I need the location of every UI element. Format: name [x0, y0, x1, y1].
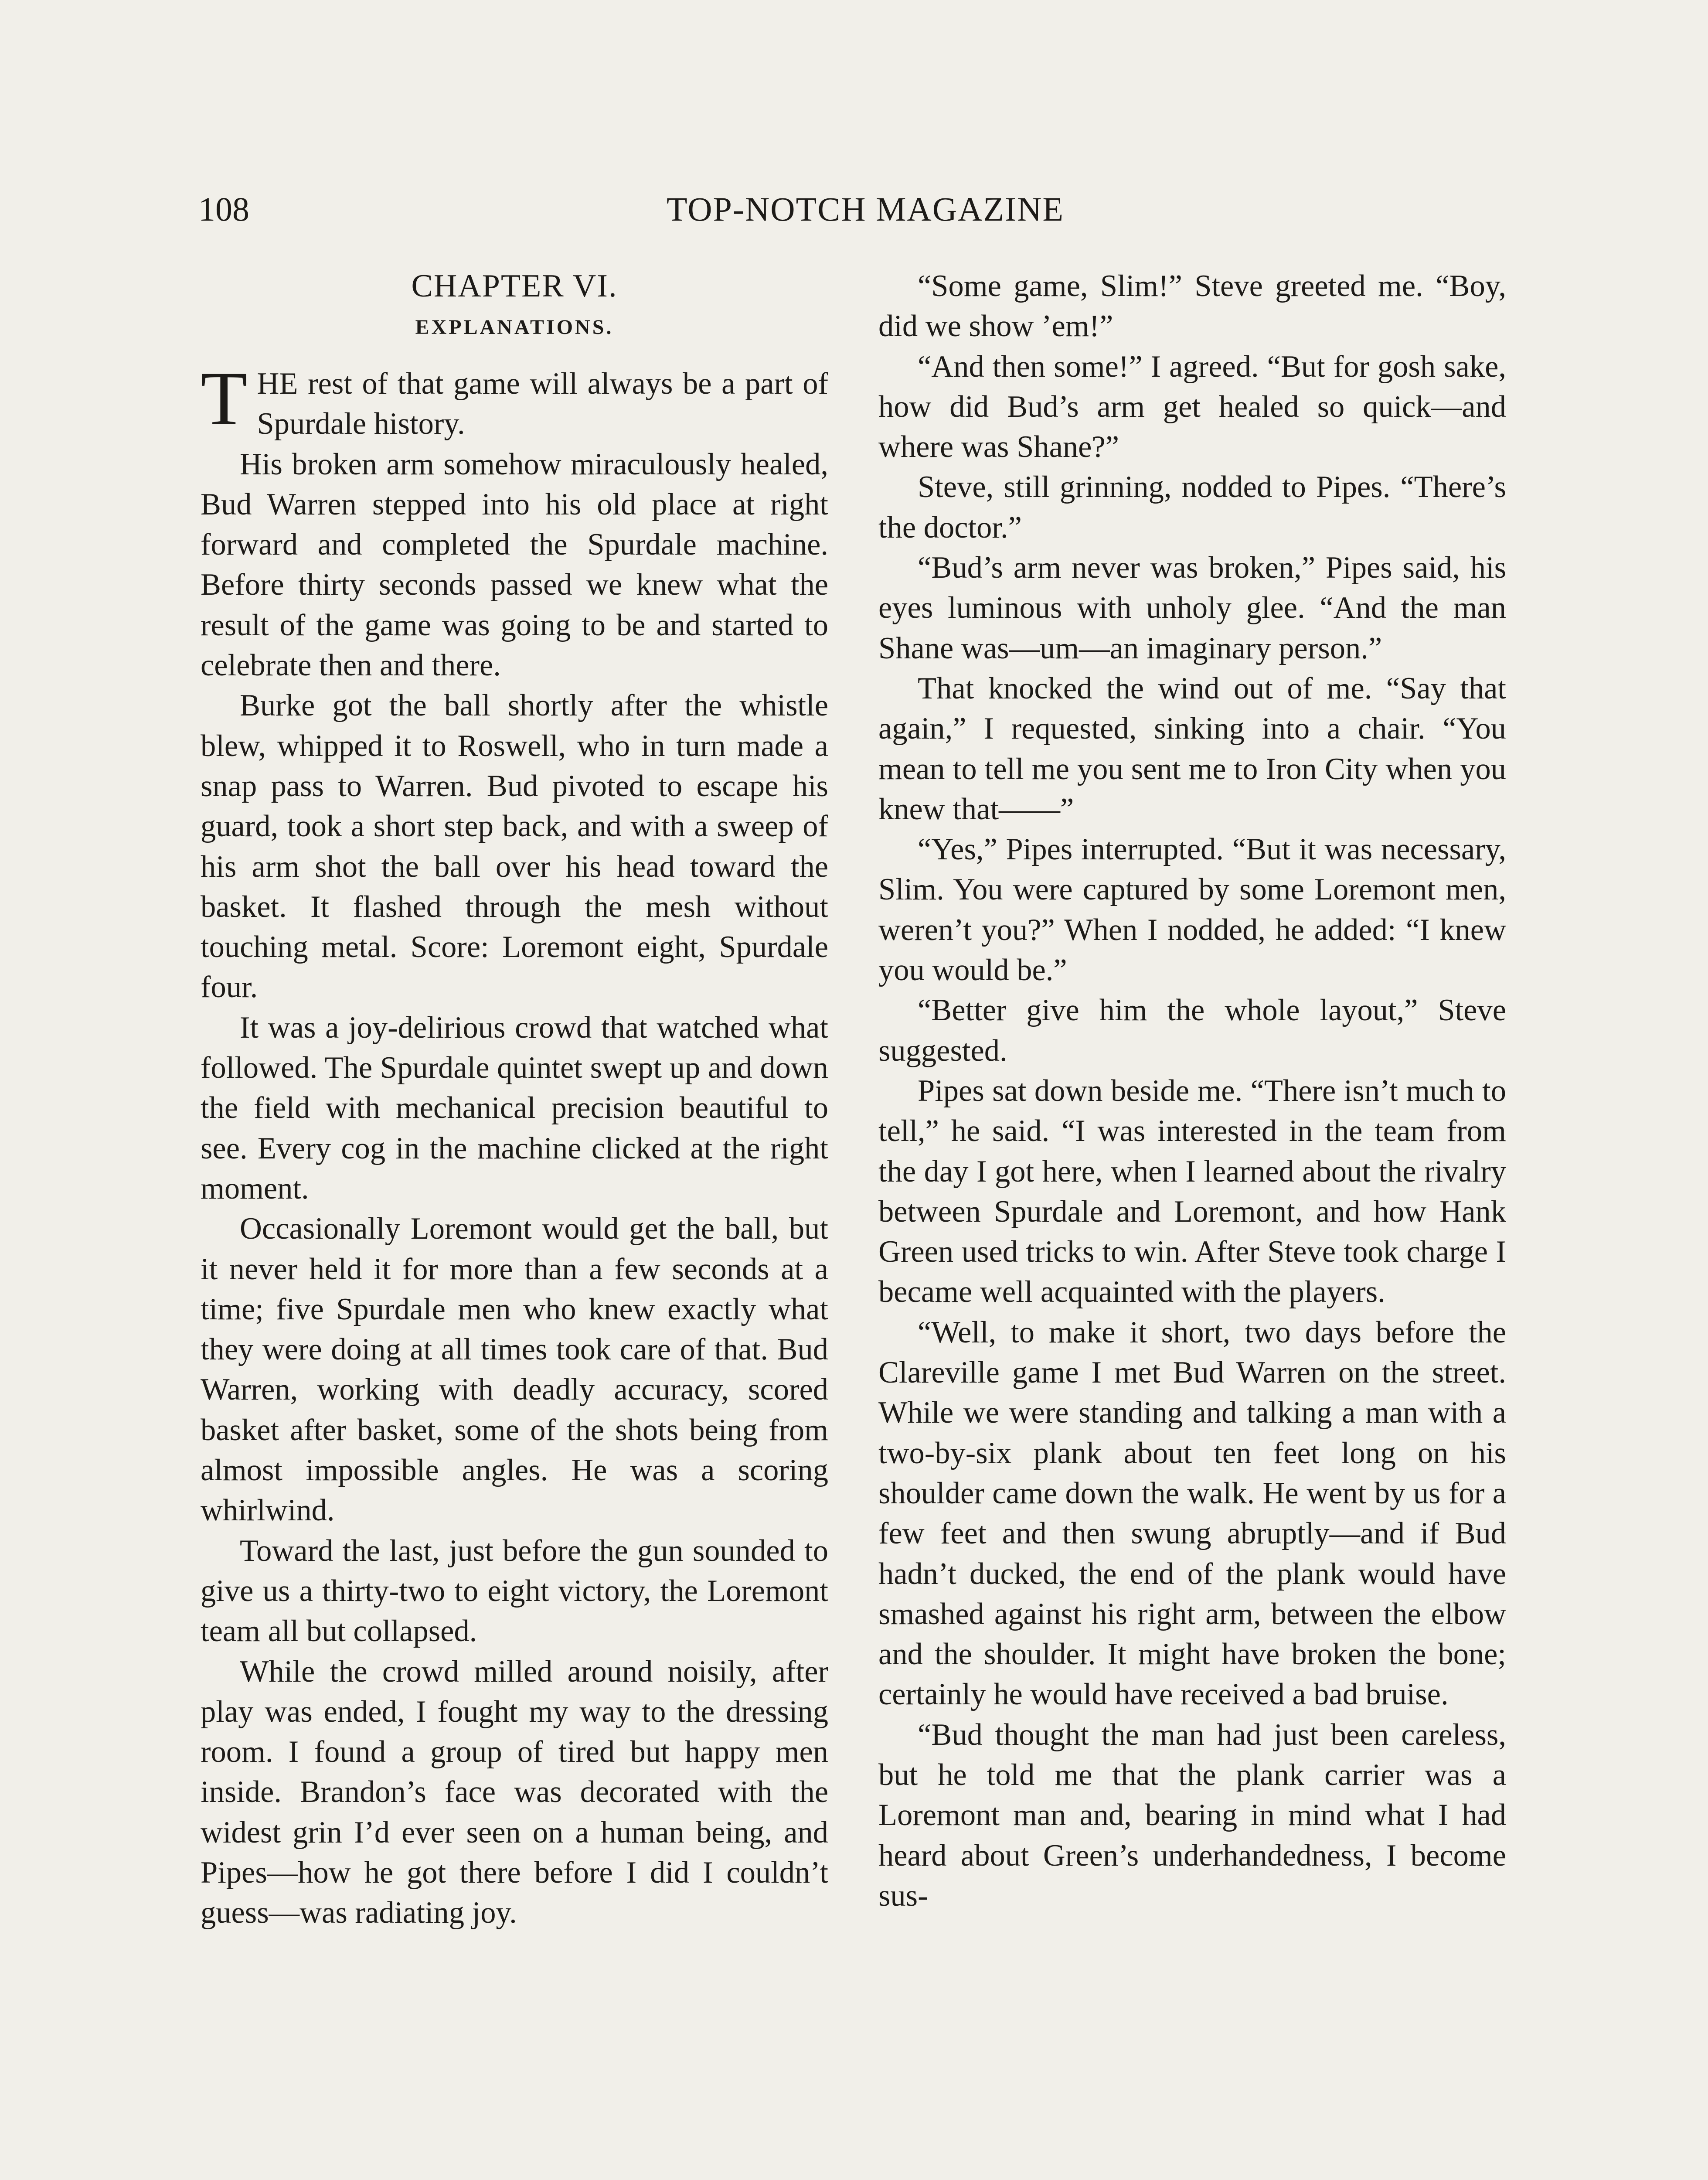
right-column — [878, 266, 1506, 1916]
paragraph: While the crowd milled around noisily, after play was ended, I fought my way to the dressing room. I found a group of tired but happy men inside. Brandon’s face was decorated with the widest grin I’d ever seen on a human being, and Pipes—how he got there before I did I couldn’t guess—was radiating joy. — [201, 1654, 828, 1930]
paragraph: It was a joy-delirious crowd that watched what followed. The Spurdale quintet swept up and down the field with mechanical precision beautiful to see. Every cog in the machine clicked at the right moment. — [201, 1010, 828, 1206]
chapter-subtitle: EXPLANATIONS. — [415, 316, 614, 339]
paragraph: “Yes,” Pipes interrupted. “But it was necessary, Slim. You were captured by some Loremont men, weren’t you?” When I nodded, he added: “I knew you would be.” — [878, 832, 1506, 988]
paragraph: Burke got the ball shortly after the whistle blew, whipped it to Roswell, who in turn made a snap pass to Warren. Bud pivoted to escape his guard, took a short step back, and with a sweep of his arm shot the ball over his head toward the basket. It flashed through the mesh without touching metal. Score: Loremont eight, Spurdale four. — [201, 688, 828, 1005]
paragraph: Pipes sat down beside me. “There isn’t much to tell,” he said. “I was interested in the team from the day I got here, when I learned about the rivalry between Spurdale and Loremont, and how Hank Green used tricks to win. After Steve took charge I became well acquainted with the players. — [878, 1073, 1506, 1309]
paragraph: “Well, to make it short, two days before the Clareville game I met Bud Warren on the street. While we were standing and talking a man with a two-by-six plank about ten feet long on his shoulder came down the walk. He went by us for a few feet and then swung abruptly—and if Bud hadn’t ducked, the end of the plank would have smashed against his right arm, between the elbow and the shoulder. It might have broken the bone; certainly he would have received a bad bruise. — [878, 1315, 1506, 1712]
chapter-title: CHAPTER VI. — [411, 268, 618, 304]
opening-paragraph-text: HE rest of that game will always be a part of Spurdale history. — [257, 367, 828, 441]
paragraph: “Bud thought the man had just been careless, but he told me that the plank carrier was a Loremont man and, bearing in mind what I had heard about Green’s underhandedness, I become sus- — [878, 1717, 1506, 1913]
paragraph: “Some game, Slim!” Steve greeted me. “Boy, did we show ’em!” — [878, 269, 1506, 344]
paragraph: Toward the last, just before the gun sounded to give us a thirty-two to eight victory, the Loremont team all but collapsed. — [201, 1533, 828, 1649]
paragraph: “Bud’s arm never was broken,” Pipes said, his eyes luminous with unholy glee. “And the man Shane was—um—an imaginary person.” — [878, 551, 1506, 665]
page-number: 108 — [198, 190, 249, 228]
magazine-title: TOP-NOTCH MAGAZINE — [666, 190, 1064, 228]
paragraph: Steve, still grinning, nodded to Pipes. “There’s the doctor.” — [878, 470, 1506, 545]
paragraph: Occasionally Loremont would get the ball, but it never held it for more than a few seconds at a time; five Spurdale men who knew exactly what they were doing at all times took care of that. Bud Warren, working with deadly accuracy, scored basket after basket, some of the shots being from almost impossible angles. He was a scoring whirlwind. — [201, 1212, 828, 1528]
page-header — [198, 185, 1532, 233]
paragraph: His broken arm somehow miraculously healed, Bud Warren stepped into his old place at right forward and completed the Spurdale machine. Before thirty seconds passed we knew what the result of the game was going to be and started to celebrate then and there. — [201, 447, 828, 683]
paragraph: That knocked the wind out of me. “Say that again,” I requested, sinking into a chair. “You mean to tell me you sent me to Iron City when you knew that——” — [878, 671, 1506, 826]
drop-cap: T — [201, 356, 248, 441]
left-column — [201, 266, 828, 1933]
paragraph: “And then some!” I agreed. “But for gosh sake, how did Bud’s arm get healed so quick—and where was Shane?” — [878, 349, 1506, 464]
paragraph: “Better give him the whole layout,” Steve suggested. — [878, 993, 1506, 1068]
opening-paragraph — [201, 356, 828, 444]
